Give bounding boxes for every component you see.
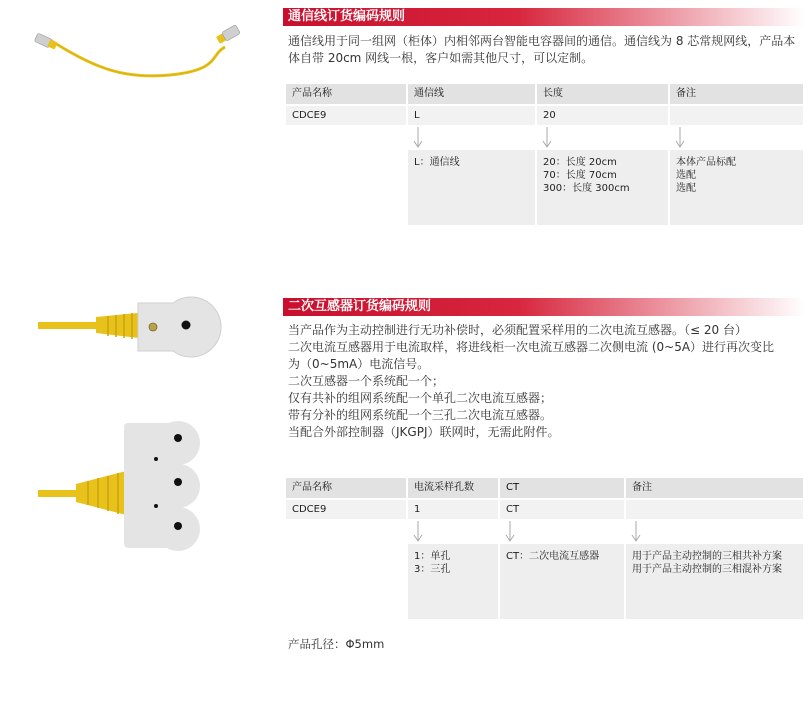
description-line: 为（0~5mA）电流信号。 (288, 357, 430, 371)
section-title: 通信线订货编码规则 (283, 8, 805, 26)
detail-line: 用于产品主动控制的三相混补方案 (632, 564, 782, 575)
description-line: 带有分补的组网系统配一个三孔二次电流互感器。 (288, 408, 553, 422)
table-header-cell: 备注 (626, 478, 803, 498)
arrow-down-icon (675, 127, 685, 149)
table-code-cell (670, 105, 803, 125)
table-detail-cell (408, 544, 498, 619)
table-header-cell: 电流采样孔数 (408, 478, 498, 498)
detail-line: CT：二次电流互感器 (506, 551, 600, 562)
description-line: 当配合外部控制器（JKGPJ）联网时，无需此附件。 (288, 425, 560, 439)
table-detail-cell (408, 150, 535, 225)
description-line: 当产品作为主动控制进行无功补偿时，必须配置采样用的二次电流互感器。（≤ 20 台） (288, 323, 747, 337)
network-cable-image (30, 25, 245, 90)
table-code-cell (626, 499, 803, 519)
section-description (288, 322, 803, 441)
description-line: 二次电流互感器用于电流取样，将进线柜一次电流互感器二次侧电流 (0~5A）进行再次变比 (288, 340, 775, 354)
section-description: 通信线用于同一组网（柜体）内相邻两台智能电容器间的通信。通信线为 8 芯常规网线，产品本体自带 20cm 网线一根，客户如需其他尺寸，可以定制。 (288, 34, 796, 65)
detail-line: 20：长度 20cm (543, 157, 617, 168)
arrow-down-icon (631, 521, 641, 543)
single-hole-ct-image (38, 295, 238, 360)
table-detail-cell (537, 150, 668, 225)
table-header-cell: 通信线 (408, 84, 535, 104)
table-code-cell: CT (500, 499, 624, 519)
arrow-down-icon (413, 127, 423, 149)
table-header-cell: 长度 (537, 84, 668, 104)
detail-line: 300：长度 300cm (543, 183, 630, 194)
table-code-cell: CDCE9 (286, 499, 406, 519)
table-code-cell: 1 (408, 499, 498, 519)
detail-line: 选配 (676, 183, 696, 194)
detail-line: 1：单孔 (414, 551, 451, 562)
table-code-cell: L (408, 105, 535, 125)
arrow-down-icon (505, 521, 515, 543)
arrow-down-icon (542, 127, 552, 149)
detail-line: L：通信线 (414, 157, 460, 168)
detail-line: 选配 (676, 170, 696, 181)
detail-line: 3：三孔 (414, 564, 451, 575)
table-detail-cell (670, 150, 803, 225)
description-line: 仅有共补的组网系统配一个单孔二次电流互感器； (288, 391, 553, 405)
detail-line: 70：长度 70cm (543, 170, 617, 181)
detail-line: 本体产品标配 (676, 157, 736, 168)
table-header-cell: CT (500, 478, 624, 498)
table-header-cell: 产品名称 (286, 84, 406, 104)
description-line: 二次互感器一个系统配一个； (288, 374, 445, 388)
section-title: 二次互感器订货编码规则 (283, 298, 805, 316)
table-detail-cell (500, 544, 624, 619)
arrow-down-icon (413, 521, 423, 543)
table-code-cell: 20 (537, 105, 668, 125)
detail-line: 用于产品主动控制的三相共补方案 (632, 551, 782, 562)
table-detail-cell (626, 544, 803, 619)
three-hole-ct-image (38, 418, 238, 553)
table-header-cell: 备注 (670, 84, 803, 104)
table-code-cell: CDCE9 (286, 105, 406, 125)
hole-diameter-note: 产品孔径：Φ5mm (288, 637, 385, 651)
table-header-cell: 产品名称 (286, 478, 406, 498)
